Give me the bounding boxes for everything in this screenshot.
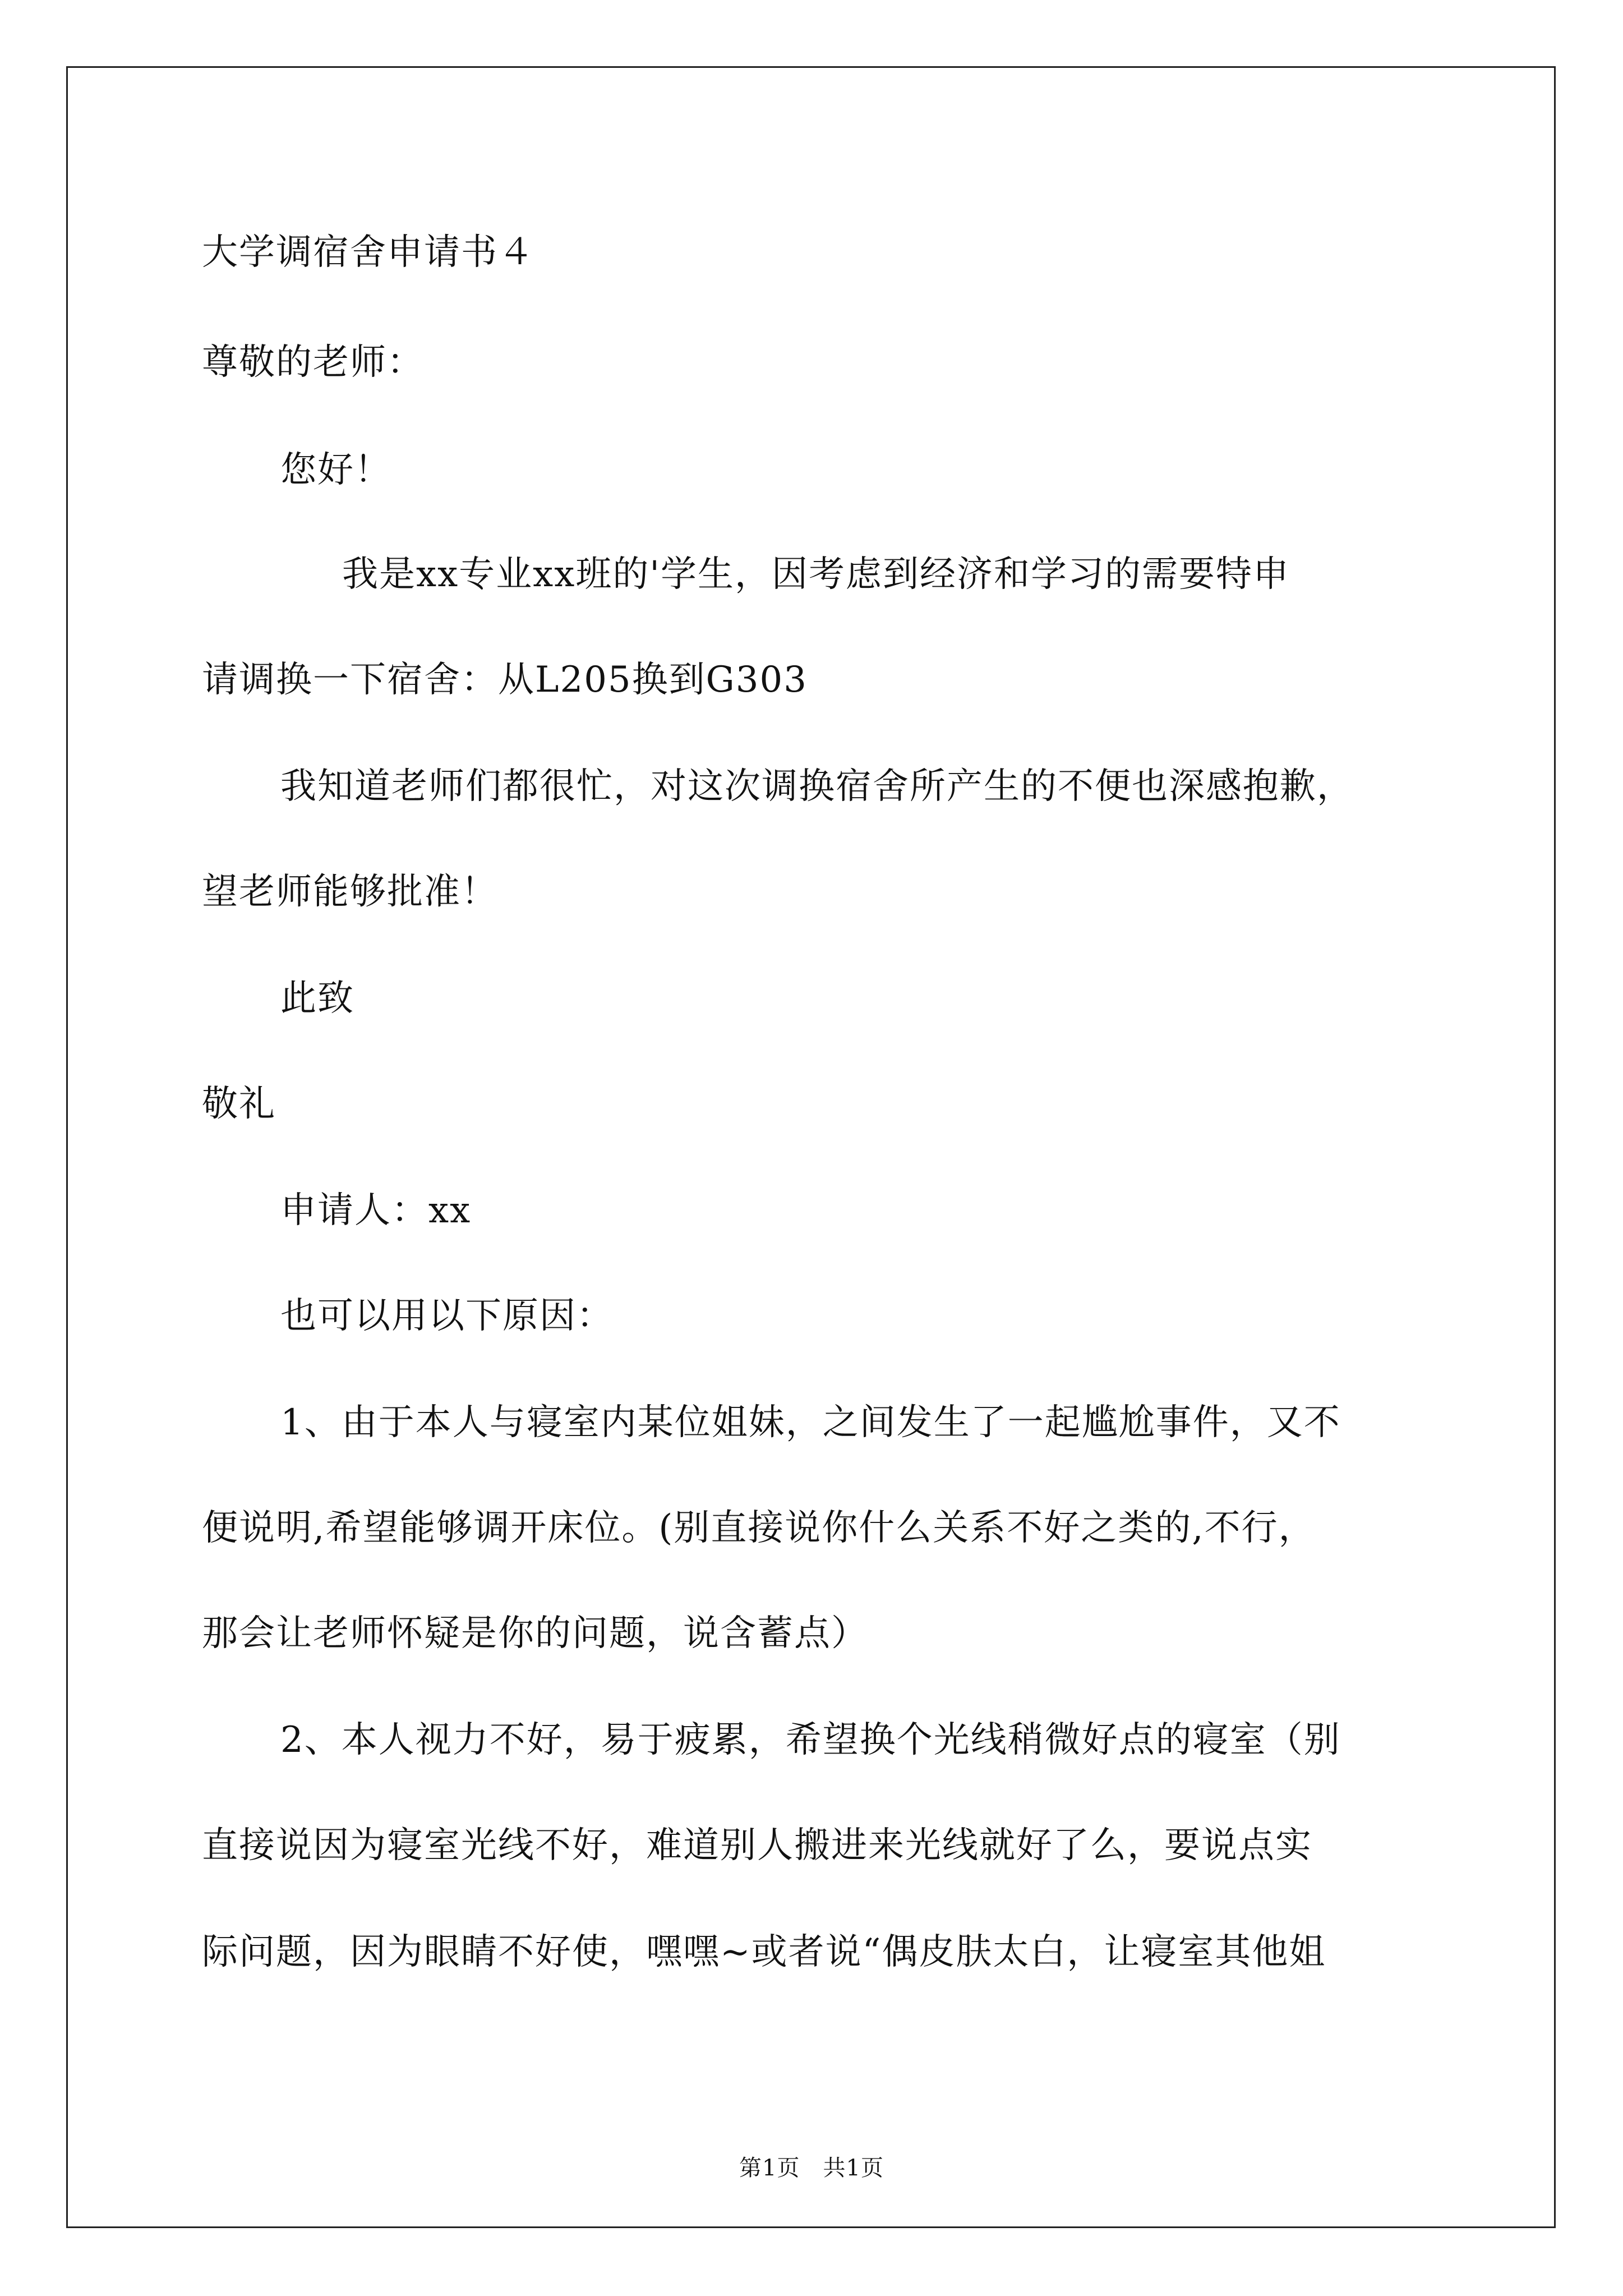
page-border — [66, 66, 1556, 2228]
paragraph-line: 2、本人视力不好，易于疲累，希望换个光线稍微好点的寝室（别 — [280, 1719, 1341, 1761]
paragraph-line: 望老师能够批准！ — [202, 871, 498, 913]
signature-line: 申请人：xx — [280, 1190, 472, 1231]
closing-phrase: 此致 — [280, 978, 354, 1019]
paragraph-line: 我知道老师们都很忙，对这次调换宿舍所产生的不便也深感抱歉， — [280, 766, 1354, 807]
greeting: 您好！ — [280, 449, 391, 491]
paragraph-line: 直接说因为寝室光线不好，难道别人搬进来光线就好了么，要说点实 — [202, 1825, 1312, 1866]
document-title: 大学调宿舍申请书４ — [202, 232, 535, 273]
paragraph-line: 我是xx专业xx班的'学生，因考虑到经济和学习的需要特申 — [342, 554, 1290, 595]
paragraph-line: 际问题，因为眼睛不好使，嘿嘿~或者说“偶皮肤太白，让寝室其他姐 — [202, 1931, 1326, 1973]
paragraph-line: 那会让老师怀疑是你的问题，说含蓄点） — [202, 1613, 868, 1654]
page-footer: 第1页 共1页 — [739, 2155, 884, 2181]
paragraph-line: 便说明,希望能够调开床位。(别直接说你什么关系不好之类的,不行， — [202, 1507, 1316, 1549]
paragraph-line: 1、由于本人与寝室内某位姐妹，之间发生了一起尴尬事件，又不 — [280, 1402, 1341, 1443]
paragraph-line: 请调换一下宿舍：从L205换到G303 — [202, 659, 808, 701]
closing-regards: 敬礼 — [202, 1083, 276, 1125]
salutation: 尊敬的老师： — [202, 342, 424, 383]
paragraph-line: 也可以用以下原因： — [280, 1295, 614, 1337]
